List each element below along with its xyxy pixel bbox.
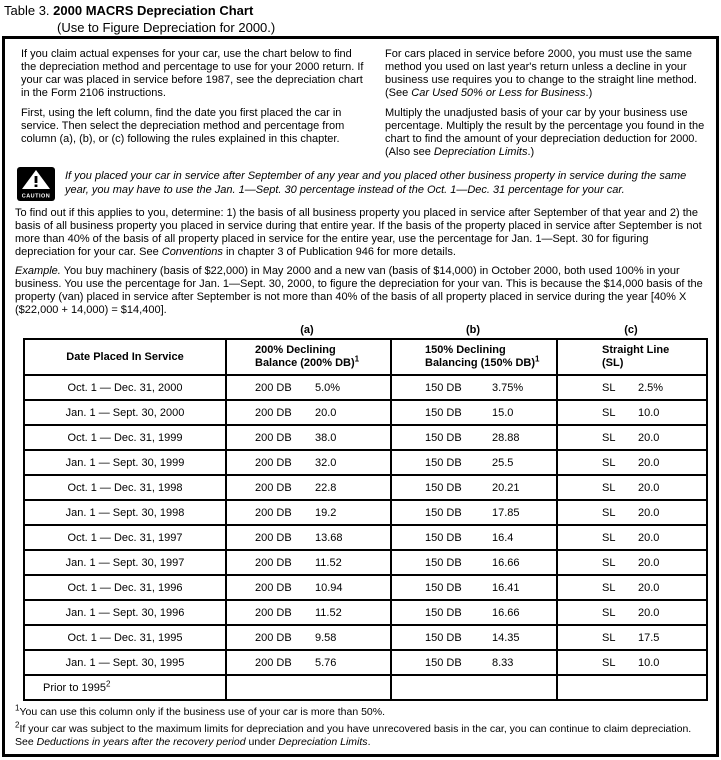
method-150db: 150 DB (425, 506, 462, 519)
table-subtitle: (Use to Figure Depreciation for 2000.) (57, 20, 276, 35)
date-placed-in-service-cell: Jan. 1 — Sept. 30, 1998 (24, 500, 226, 525)
table-row (24, 600, 707, 625)
table-row (24, 375, 707, 400)
column-b-cell (391, 375, 557, 400)
percentage-200db: 38.0 (315, 431, 337, 444)
header-150-declining-balance (391, 339, 557, 375)
percentage-sl: 2.5% (638, 381, 664, 394)
date-placed-in-service-cell: Jan. 1 — Sept. 30, 1995 (24, 650, 226, 675)
method-200db: 200 DB (255, 606, 292, 619)
percentage-150db: 25.5 (492, 456, 514, 469)
example-paragraph (13, 265, 708, 317)
method-150db: 150 DB (425, 631, 462, 644)
date-placed-in-service-cell: Oct. 1 — Dec. 31, 1996 (24, 575, 226, 600)
footnote-1-marker: 1 (15, 703, 20, 713)
column-a-cell (226, 500, 391, 525)
intro-right-p2-text: Multiply the unadjusted basis of your car by your business use percentage. Multiply the result by the percentage you found in the chart to find the amount of your depreciation deduction for 2000. (Also see (385, 107, 705, 158)
column-c-cell (557, 625, 707, 650)
percentage-150db: 17.85 (492, 506, 520, 519)
column-b-cell (391, 625, 557, 650)
table-row (24, 425, 707, 450)
method-200db: 200 DB (255, 431, 292, 444)
percentage-sl: 20.0 (638, 581, 660, 594)
header-date-placed-in-service: Date Placed In Service (24, 339, 226, 375)
method-sl: SL (602, 431, 616, 444)
column-letter-b: (b) (465, 324, 481, 336)
footnote-2 (15, 720, 704, 749)
table-row (24, 500, 707, 525)
table-row (24, 650, 707, 675)
intro-right-paragraph-2 (385, 107, 706, 159)
method-150db: 150 DB (425, 456, 462, 469)
column-c-cell (557, 550, 707, 575)
column-b-cell (391, 575, 557, 600)
date-placed-in-service-cell: Jan. 1 — Sept. 30, 2000 (24, 400, 226, 425)
intro-right-p1-close: .) (585, 87, 593, 99)
content-box (2, 36, 719, 757)
column-b-cell (391, 550, 557, 575)
caution-icon (17, 167, 55, 201)
intro-right-p2-close: .) (527, 146, 535, 158)
intro-left-paragraph-2: First, using the left column, find the date you first placed the car in service. Then select the depreciation method and percentage from column (a), (b), or (c) following the rules explained in this chapter. (21, 107, 345, 145)
caution-text: If you placed your car in service after September of any year and you placed other business property in service during the same year, you may have to use the Jan. 1—Sept. 30 percentage instead of the Oct. 1—Dec. 31 percentage for your car. (65, 170, 687, 196)
column-c-cell (557, 575, 707, 600)
percentage-150db: 8.33 (492, 656, 514, 669)
footnote-2-close: . (367, 736, 371, 748)
header-a-line2: Balance (200% DB) (255, 357, 355, 369)
method-sl: SL (602, 656, 616, 669)
method-150db: 150 DB (425, 431, 462, 444)
column-a-cell (226, 425, 391, 450)
method-sl: SL (602, 531, 616, 544)
table-header-row (24, 339, 707, 375)
percentage-200db: 11.52 (315, 556, 342, 569)
footnote-1-text: You can use this column only if the business use of your car is more than 50%. (19, 706, 386, 718)
intro-right-p2-reference: Depreciation Limits (433, 146, 528, 158)
column-a-cell (226, 375, 391, 400)
method-sl: SL (602, 581, 616, 594)
method-200db: 200 DB (255, 456, 292, 469)
intro-right-p1-reference: Car Used 50% or Less for Business (411, 87, 586, 99)
depreciation-table (23, 338, 708, 701)
date-placed-in-service-cell: Prior to 1995$^2$ (24, 675, 226, 700)
footnote-2-text: If your car was subject to the maximum limits for depreciation and you have unrecovered basis in the car, you can continue to claim depreciation. See (15, 723, 692, 748)
column-b-cell (391, 500, 557, 525)
percentage-150db: 3.75% (492, 381, 524, 394)
table-row (24, 400, 707, 425)
date-placed-in-service-cell: Jan. 1 — Sept. 30, 1996 (24, 600, 226, 625)
find-out-reference: Conventions (161, 246, 223, 258)
percentage-sl: 20.0 (638, 556, 660, 569)
column-a-cell (226, 450, 391, 475)
caution-note (13, 167, 708, 201)
header-a-line1: 200% Declining (255, 344, 336, 356)
date-placed-in-service-cell: Jan. 1 — Sept. 30, 1997 (24, 550, 226, 575)
method-sl: SL (602, 556, 616, 569)
example-text: You buy machinery (basis of $22,000) in May 2000 and a new van (basis of $14,000) in October 2000, both used 100% in your business. You use the percentage for Jan. 1—Sept. 30, 2000, to figure the depreciation for your van. This is because the $14,000 basis of the property (van) placed in service after September is not more than 40% of the basis of all property placed in service during the year [40% X ($22,000 + 14,000) = $14,400]. (15, 265, 703, 316)
column-a-cell (226, 525, 391, 550)
table-title (0, 0, 721, 18)
method-150db: 150 DB (425, 656, 462, 669)
header-a-footnote-marker: 1 (354, 354, 360, 364)
method-150db: 150 DB (425, 581, 462, 594)
method-200db: 200 DB (255, 656, 292, 669)
method-150db: 150 DB (425, 381, 462, 394)
method-150db: 150 DB (425, 406, 462, 419)
footnote-2-reference-2: Depreciation Limits (278, 736, 368, 748)
percentage-200db: 5.76 (315, 656, 337, 669)
table-row (24, 525, 707, 550)
method-200db: 200 DB (255, 506, 292, 519)
percentage-150db: 16.66 (492, 556, 520, 569)
find-out-paragraph (13, 207, 708, 259)
footnote-2-marker: 2 (15, 720, 20, 730)
header-b-footnote-marker: 1 (535, 354, 540, 364)
percentage-200db: 20.0 (315, 406, 337, 419)
column-b-cell (391, 450, 557, 475)
percentage-200db: 13.68 (315, 531, 343, 544)
percentage-200db: 5.0% (315, 381, 341, 394)
column-c-cell (557, 600, 707, 625)
column-b-cell (391, 650, 557, 675)
table-row (24, 550, 707, 575)
percentage-sl: 20.0 (638, 606, 660, 619)
percentage-sl: 20.0 (638, 481, 660, 494)
column-c-cell (557, 675, 707, 700)
percentage-200db: 11.52 (315, 606, 342, 619)
method-sl: SL (602, 481, 616, 494)
method-150db: 150 DB (425, 481, 462, 494)
header-b-line2: Balancing (150% DB) (425, 357, 536, 369)
table-row (24, 475, 707, 500)
table-row (24, 625, 707, 650)
percentage-150db: 28.88 (492, 431, 520, 444)
column-letter-a: (a) (300, 324, 314, 336)
footnote-2-reference-1: Deductions in years after the recovery period (36, 736, 246, 748)
column-a-cell (226, 650, 391, 675)
percentage-200db: 9.58 (315, 631, 337, 644)
column-c-cell (557, 650, 707, 675)
table-row (24, 575, 707, 600)
percentage-150db: 14.35 (492, 631, 520, 644)
method-sl: SL (602, 506, 616, 519)
method-sl: SL (602, 456, 616, 469)
header-c-line2: (SL) (602, 357, 624, 369)
column-a-cell (226, 600, 391, 625)
column-c-cell (557, 475, 707, 500)
footnote-2-mid: under (245, 736, 279, 748)
column-letter-c: (c) (624, 324, 638, 336)
header-b-line1: 150% Declining (425, 344, 506, 356)
column-b-cell (391, 425, 557, 450)
percentage-150db: 16.4 (492, 531, 514, 544)
percentage-sl: 20.0 (638, 531, 660, 544)
method-200db: 200 DB (255, 581, 292, 594)
percentage-150db: 20.21 (492, 481, 520, 494)
column-b-cell (391, 525, 557, 550)
table-title-text: 2000 MACRS Depreciation Chart (53, 3, 254, 18)
percentage-sl: 20.0 (638, 456, 660, 469)
header-c-line1: Straight Line (602, 344, 670, 356)
column-c-cell (557, 500, 707, 525)
percentage-150db: 16.41 (492, 581, 520, 594)
table-row (24, 675, 707, 700)
date-placed-in-service-cell: Jan. 1 — Sept. 30, 1999 (24, 450, 226, 475)
date-placed-in-service-cell: Oct. 1 — Dec. 31, 1995 (24, 625, 226, 650)
column-b-cell (391, 600, 557, 625)
method-150db: 150 DB (425, 531, 462, 544)
percentage-150db: 16.66 (492, 606, 520, 619)
table-number: Table 3. (4, 3, 50, 18)
column-letter-row (23, 324, 706, 338)
method-200db: 200 DB (255, 556, 292, 569)
percentage-200db: 10.94 (315, 581, 343, 594)
svg-text:CAUTION: CAUTION (21, 193, 51, 200)
date-placed-in-service-cell: Oct. 1 — Dec. 31, 1998 (24, 475, 226, 500)
date-placed-in-service-cell: Oct. 1 — Dec. 31, 1997 (24, 525, 226, 550)
column-c-cell (557, 400, 707, 425)
column-a-cell (226, 400, 391, 425)
method-sl: SL (602, 606, 616, 619)
intro-left-paragraph-1: If you claim actual expenses for your car, use the chart below to find the depreciation method and percentage to use for your 2000 return. If your car was placed in service before 1987, see the depreciation chart in the Form 2106 instructions. (21, 48, 364, 99)
find-out-text: To find out if this applies to you, determine: 1) the basis of all business property you placed in service after September of that year and 2) the basis of all business property you placed in service during that entire year. If the basis of the property placed in service after September is not more than 40% of the basis of all property placed in service for the entire year, use the percentage for Jan. 1—Sept. 30 for figuring depreciation for your car. See (15, 207, 702, 258)
percentage-200db: 32.0 (315, 456, 337, 469)
intro-right-p1-text: For cars placed in service before 2000, you must use the same method you used on last year's return unless a decline in your business use requires you to change to the straight line method. (See (385, 48, 697, 99)
method-sl: SL (602, 406, 616, 419)
column-a-cell (226, 575, 391, 600)
percentage-200db: 19.2 (315, 506, 337, 519)
method-sl: SL (602, 381, 616, 394)
table-row (24, 450, 707, 475)
intro-left-column (21, 48, 367, 159)
footnote-1 (15, 703, 704, 719)
percentage-sl: 20.0 (638, 506, 660, 519)
method-200db: 200 DB (255, 631, 292, 644)
method-200db: 200 DB (255, 481, 292, 494)
column-b-cell (391, 675, 557, 700)
column-c-cell (557, 375, 707, 400)
method-200db: 200 DB (255, 531, 292, 544)
footnotes-section (13, 703, 708, 749)
percentage-sl: 17.5 (638, 631, 660, 644)
date-placed-in-service-cell: Oct. 1 — Dec. 31, 2000 (24, 375, 226, 400)
header-200-declining-balance (226, 339, 391, 375)
method-200db: 200 DB (255, 381, 292, 394)
percentage-sl: 10.0 (638, 656, 660, 669)
percentage-200db: 22.8 (315, 481, 337, 494)
find-out-close: in chapter 3 of Publication 946 for more details. (222, 246, 456, 258)
column-c-cell (557, 450, 707, 475)
column-b-cell (391, 400, 557, 425)
column-c-cell (557, 525, 707, 550)
example-label: Example. (15, 265, 61, 277)
percentage-150db: 15.0 (492, 406, 514, 419)
method-sl: SL (602, 631, 616, 644)
percentage-sl: 10.0 (638, 406, 660, 419)
column-a-cell (226, 675, 391, 700)
percentage-sl: 20.0 (638, 431, 660, 444)
intro-right-column (385, 48, 706, 159)
header-straight-line (557, 339, 707, 375)
column-a-cell (226, 550, 391, 575)
method-150db: 150 DB (425, 556, 462, 569)
method-150db: 150 DB (425, 606, 462, 619)
column-b-cell (391, 475, 557, 500)
method-200db: 200 DB (255, 406, 292, 419)
column-a-cell (226, 625, 391, 650)
intro-right-paragraph-1 (385, 48, 706, 100)
date-placed-in-service-cell: Oct. 1 — Dec. 31, 1999 (24, 425, 226, 450)
column-a-cell (226, 475, 391, 500)
intro-section (13, 46, 708, 159)
column-c-cell (557, 425, 707, 450)
